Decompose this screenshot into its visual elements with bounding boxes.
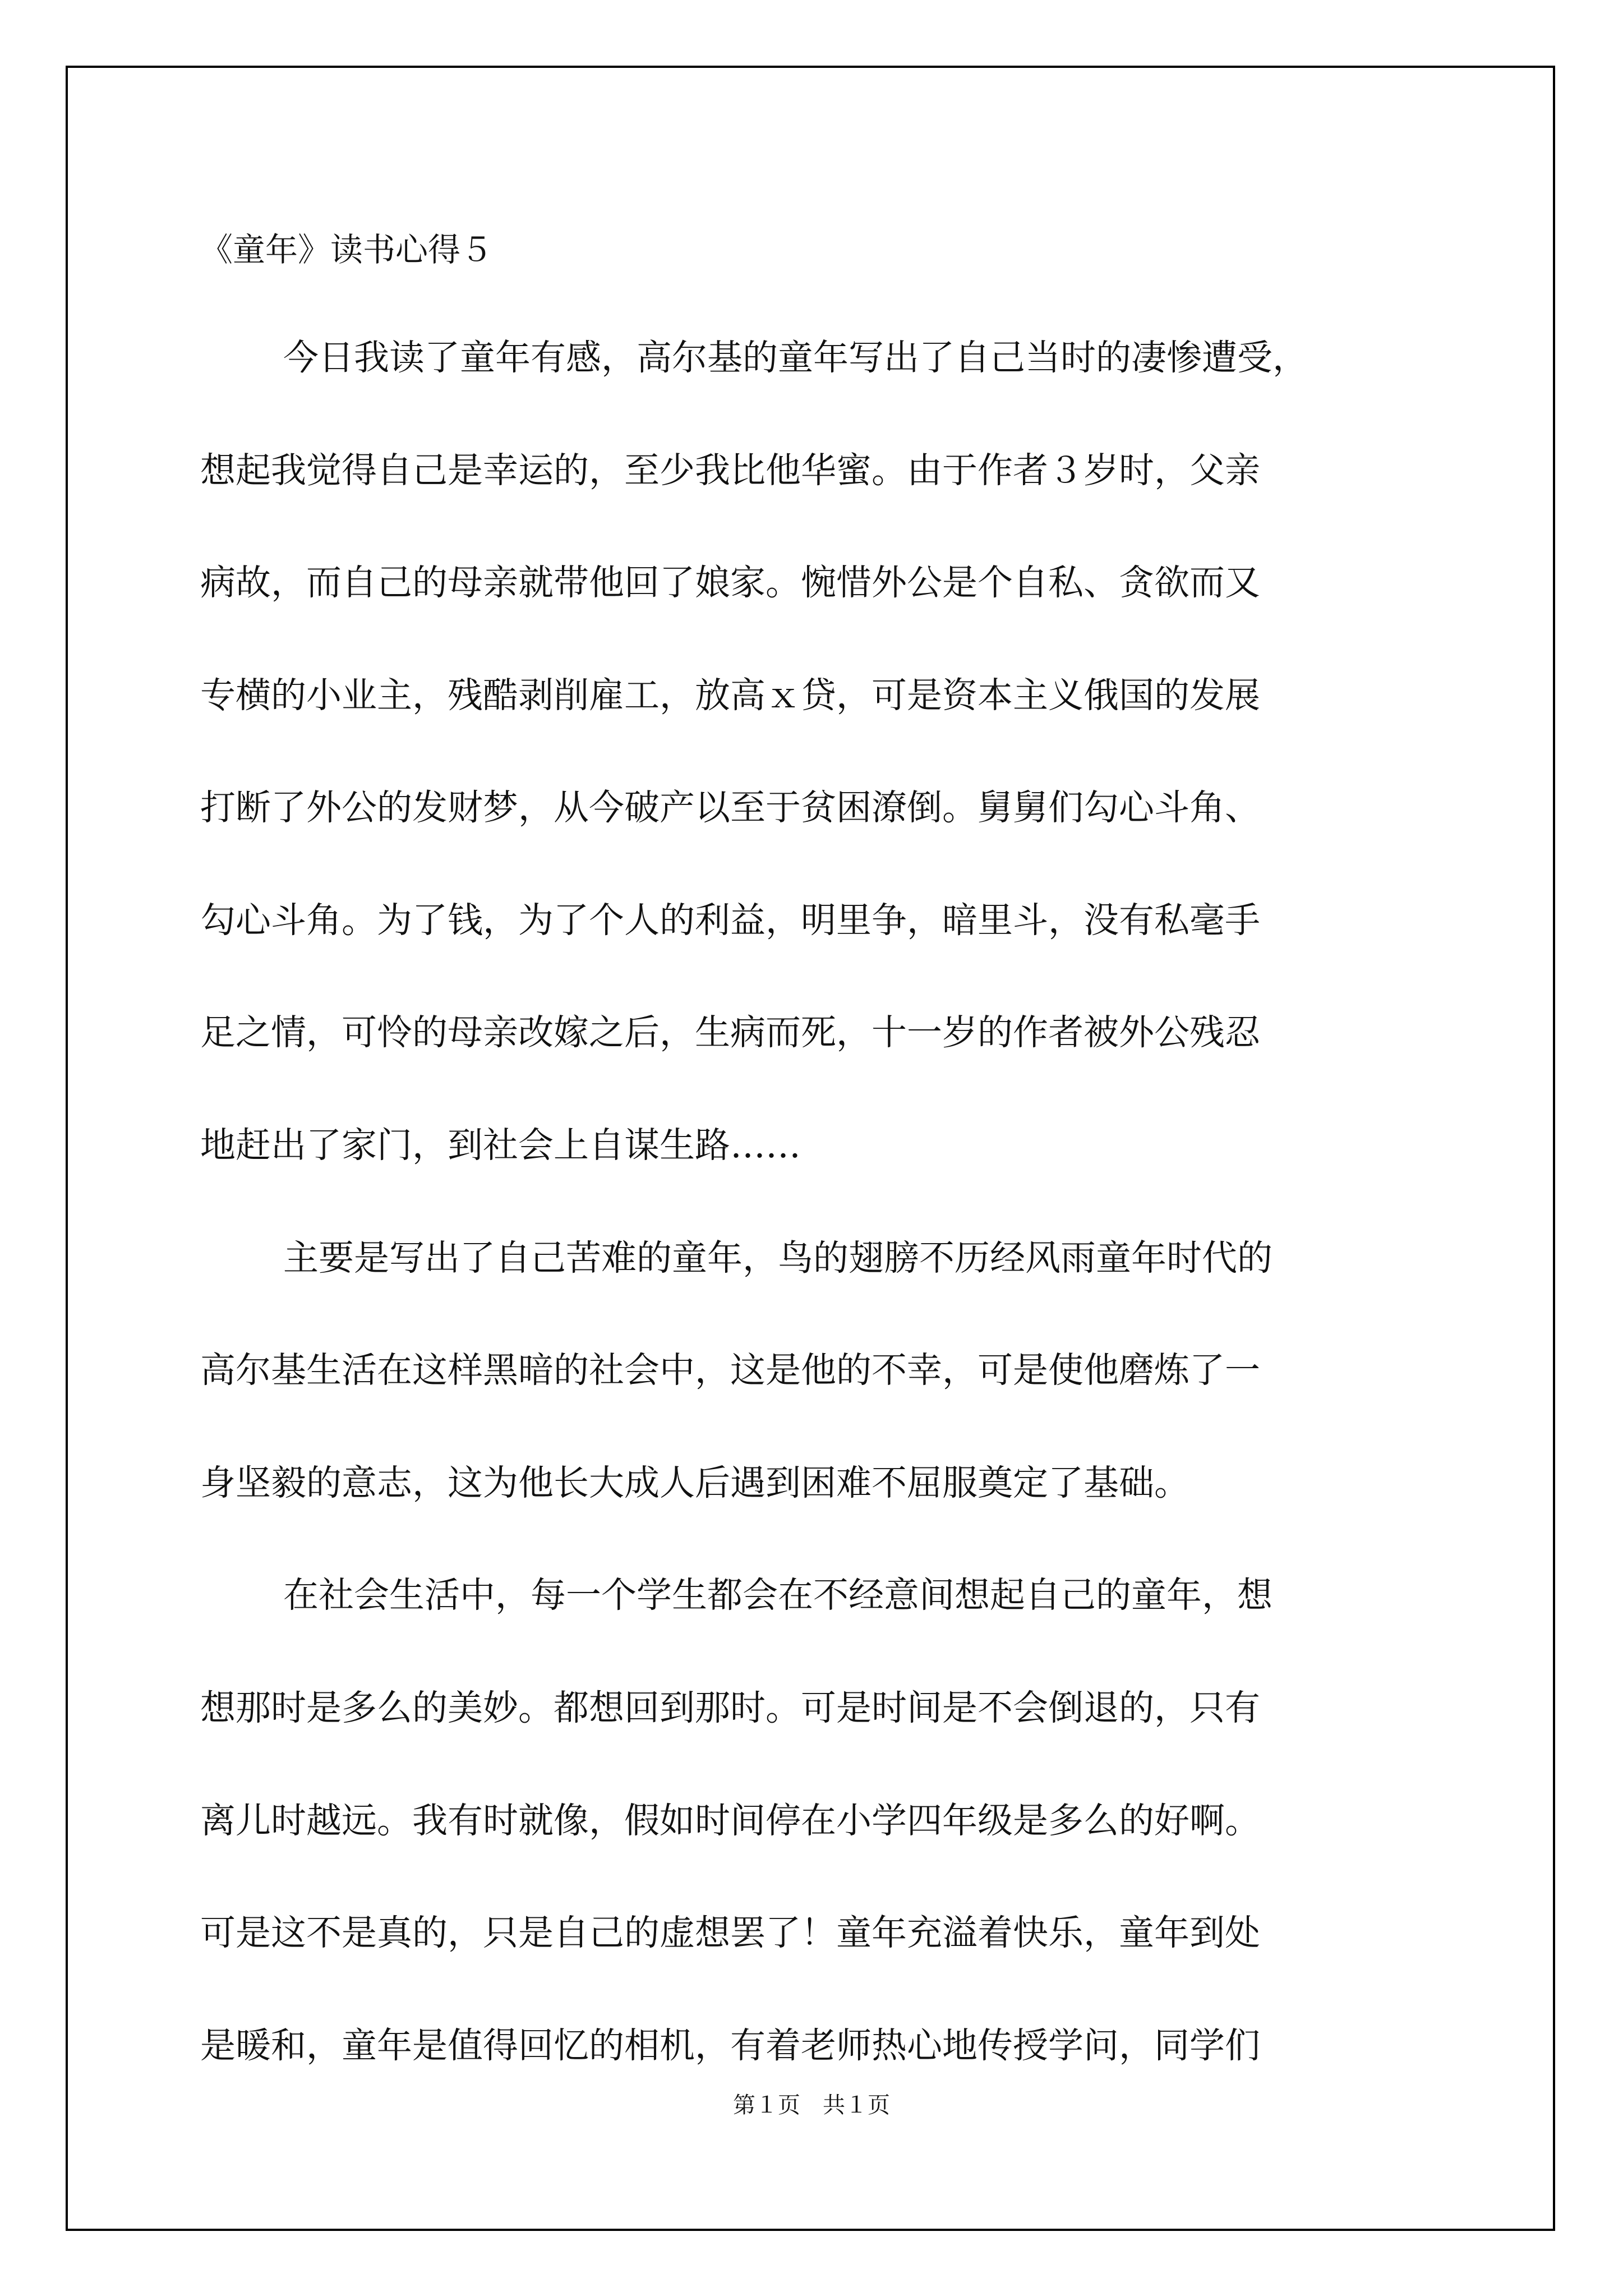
paragraph-3-line-2: 想那时是多么的美妙。都想回到那时。可是时间是不会倒退的，只有 (200, 1687, 1260, 1728)
document-title: 《童年》读书心得５ (200, 231, 494, 269)
paragraph-1-line-1: 今日我读了童年有感，高尔基的童年写出了自己当时的凄惨遭受， (283, 337, 1308, 378)
paragraph-3-line-3: 离儿时越远。我有时就像，假如时间停在小学四年级是多么的好啊。 (200, 1800, 1260, 1841)
page-footer: 第１页 共１页 (733, 2092, 890, 2118)
paragraph-1-line-7: 足之情，可怜的母亲改嫁之后，生病而死，十一岁的作者被外公残忍 (200, 1012, 1260, 1053)
paragraph-2-line-1: 主要是写出了自己苦难的童年，鸟的翅膀不历经风雨童年时代的 (283, 1237, 1272, 1278)
paragraph-3-line-1: 在社会生活中，每一个学生都会在不经意间想起自己的童年，想 (283, 1575, 1272, 1616)
paragraph-3-line-5: 是暖和，童年是值得回忆的相机，有着老师热心地传授学问，同学们 (200, 2025, 1260, 2066)
paragraph-1-line-6: 勾心斗角。为了钱，为了个人的利益，明里争，暗里斗，没有私毫手 (200, 900, 1260, 941)
paragraph-2-line-2: 高尔基生活在这样黑暗的社会中，这是他的不幸，可是使他磨炼了一 (200, 1350, 1260, 1391)
paragraph-2-line-3: 身坚毅的意志，这为他长大成人后遇到困难不屈服奠定了基础。 (200, 1462, 1189, 1503)
paragraph-1-line-5: 打断了外公的发财梦，从今破产以至于贫困潦倒。舅舅们勾心斗角、 (200, 787, 1260, 828)
paragraph-1-line-8: 地赶出了家门，到社会上自谋生路…… (200, 1125, 801, 1166)
paragraph-1-line-4: 专横的小业主，残酷剥削雇工，放高ｘ贷，可是资本主义俄国的发展 (200, 675, 1260, 716)
paragraph-1-line-3: 病故，而自己的母亲就带他回了娘家。惋惜外公是个自私、贪欲而又 (200, 562, 1260, 603)
paragraph-3-line-4: 可是这不是真的，只是自己的虚想罢了！童年充溢着快乐，童年到处 (200, 1912, 1260, 1953)
paragraph-1-line-2: 想起我觉得自己是幸运的，至少我比他华蜜。由于作者３岁时，父亲 (200, 450, 1260, 491)
